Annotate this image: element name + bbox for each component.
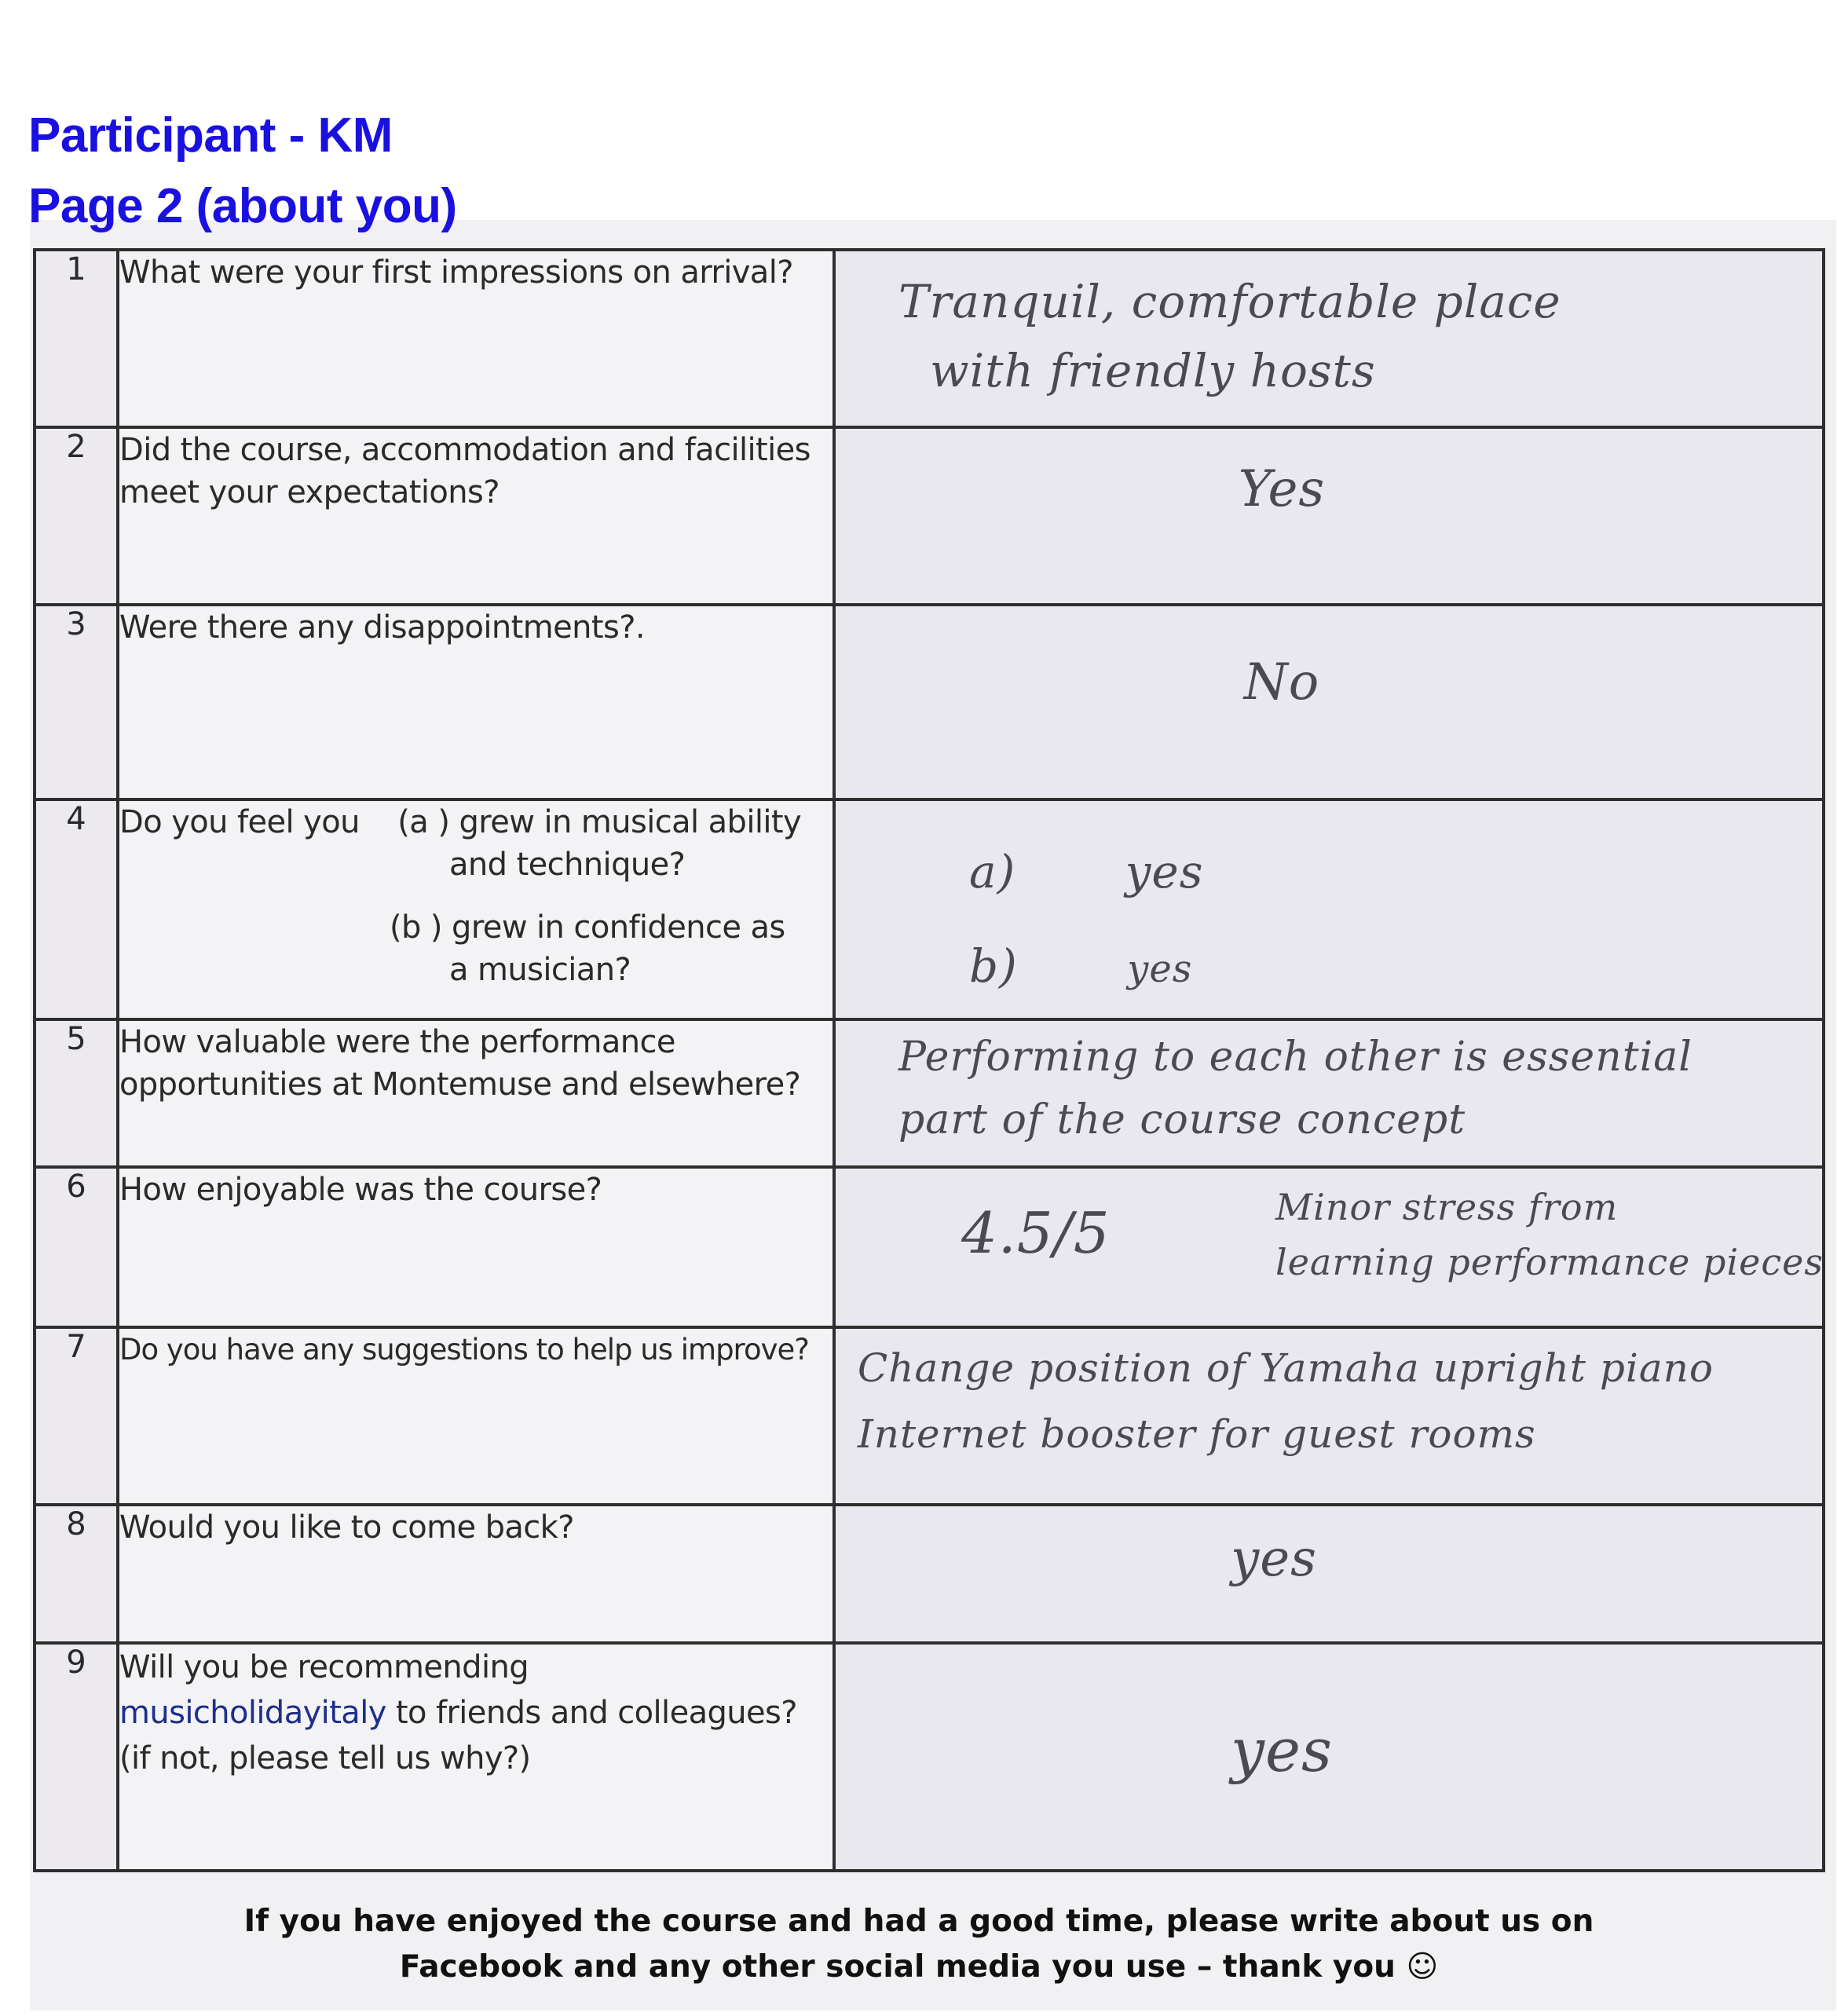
answer-text: yes xyxy=(1231,1530,1317,1588)
table-row xyxy=(35,799,1824,1019)
footer-line: Facebook and any other social media you use – thank you ☺ xyxy=(399,1949,1439,1985)
question-line: Will you be recommending xyxy=(119,1649,529,1685)
answer-b: yes xyxy=(1127,947,1193,991)
feedback-table xyxy=(33,248,1825,1872)
row-number: 7 xyxy=(35,1327,118,1505)
answer-text xyxy=(867,267,1803,405)
question-line xyxy=(119,906,833,949)
footer-message xyxy=(212,1899,1626,1990)
table-row xyxy=(35,1019,1824,1167)
form-header xyxy=(28,101,457,242)
rating-text: 4.5/5 xyxy=(961,1200,1111,1266)
answer-cell xyxy=(834,427,1824,605)
row-number: 1 xyxy=(35,250,118,427)
answer-cell xyxy=(834,1019,1824,1167)
sub-question-b-cont: a musician? xyxy=(449,952,631,988)
answer-cell xyxy=(834,1167,1824,1327)
sub-label-b: (b ) xyxy=(390,909,442,946)
answer-text xyxy=(969,825,1803,1016)
question-intro: Do you feel you xyxy=(119,804,360,840)
answer-line: Internet booster for guest rooms xyxy=(858,1411,1536,1457)
answer-cell xyxy=(834,250,1824,427)
answer-text: yes xyxy=(1231,1715,1333,1785)
question-text: to friends and colleagues? xyxy=(386,1695,797,1731)
row-number: 5 xyxy=(35,1019,118,1167)
table-row xyxy=(35,250,1824,427)
row-number: 6 xyxy=(35,1167,118,1327)
answer-text xyxy=(858,1335,1803,1467)
row-number: 2 xyxy=(35,427,118,605)
answer-line: with friendly hosts xyxy=(930,344,1376,397)
answer-cell xyxy=(834,605,1824,799)
question-cell: What were your first impressions on arrival? xyxy=(118,250,834,427)
answer-b-label: b) xyxy=(969,939,1018,993)
row-number: 4 xyxy=(35,799,118,1019)
answer-cell xyxy=(834,1643,1824,1871)
answer-line xyxy=(969,825,1803,919)
answer-a-label: a) xyxy=(969,845,1016,898)
question-line xyxy=(119,1690,833,1736)
page-label: Page 2 (about you) xyxy=(28,179,457,233)
row-number: 3 xyxy=(35,605,118,799)
question-cell: Would you like to come back? xyxy=(118,1505,834,1643)
answer-cell xyxy=(834,799,1824,1019)
question-cell: How valuable were the performance opportunities at Montemuse and elsewhere? xyxy=(118,1019,834,1167)
comment-text xyxy=(1275,1180,1824,1290)
answer-text: No xyxy=(1243,653,1320,712)
question-cell: Did the course, accommodation and facilities meet your expectations? xyxy=(118,427,834,605)
comment-line: learning performance pieces xyxy=(1275,1241,1824,1283)
question-cell: Were there any disappointments?. xyxy=(118,605,834,799)
row-number: 9 xyxy=(35,1643,118,1871)
question-line xyxy=(119,801,833,843)
answer-cell xyxy=(834,1327,1824,1505)
answer-line: Change position of Yamaha upright piano xyxy=(858,1345,1714,1391)
answer-line: Tranquil, comfortable place xyxy=(898,275,1561,328)
musicholidayitaly-link[interactable]: musicholidayitaly xyxy=(119,1695,386,1731)
question-cell xyxy=(118,799,834,1019)
table-row xyxy=(35,605,1824,799)
answer-a: yes xyxy=(1125,845,1204,898)
question-cell xyxy=(118,1643,834,1871)
question-cell: Do you have any suggestions to help us improve? xyxy=(118,1327,834,1505)
table-row xyxy=(35,1643,1824,1871)
answer-line: part of the course concept xyxy=(898,1096,1466,1143)
question-cell: How enjoyable was the course? xyxy=(118,1167,834,1327)
answer-line xyxy=(969,919,1803,1016)
sub-question-a-cont: and technique? xyxy=(449,847,686,883)
participant-label: Participant - KM xyxy=(28,108,393,163)
table-row xyxy=(35,427,1824,605)
table-row xyxy=(35,1505,1824,1643)
answer-cell xyxy=(834,1505,1824,1643)
question-line: (if not, please tell us why?) xyxy=(119,1740,531,1776)
answer-line: Performing to each other is essential xyxy=(898,1034,1692,1081)
table-row xyxy=(35,1167,1824,1327)
comment-line: Minor stress from xyxy=(1275,1186,1619,1228)
sub-label-a: (a ) xyxy=(397,804,450,840)
row-number: 8 xyxy=(35,1505,118,1643)
footer-line: If you have enjoyed the course and had a good time, please write about us on xyxy=(243,1904,1594,1939)
sub-question-a: grew in musical ability xyxy=(459,804,802,840)
sub-question-b: grew in confidence as xyxy=(452,909,785,946)
answer-text xyxy=(867,1026,1803,1151)
answer-text: Yes xyxy=(1238,460,1326,518)
table-row xyxy=(35,1327,1824,1505)
